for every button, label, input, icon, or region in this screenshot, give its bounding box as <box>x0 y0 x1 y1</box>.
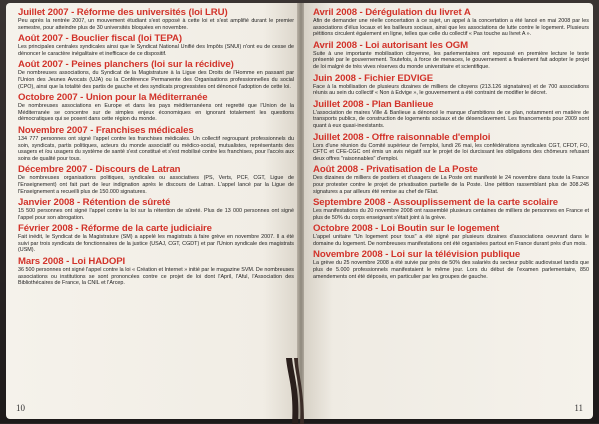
right-page <box>304 3 593 419</box>
entry-separator: - <box>77 92 86 104</box>
left-page <box>6 3 298 419</box>
entry-separator: - <box>363 98 372 110</box>
entry-separator: - <box>382 249 391 261</box>
entry-separator: - <box>68 7 77 18</box>
entry-title: Franchises médicales <box>95 124 194 136</box>
entry-heading <box>313 249 589 260</box>
entry-description: Peu après la rentrée 2007, un mouvement étudiant s'est opposé à cette loi et s'est amplifié durant le premier semestre, pour atteindre plus de 30 universités bloquées en novembre. <box>18 18 294 31</box>
timeline-entry <box>18 33 294 57</box>
timeline-entry <box>313 40 589 71</box>
entry-description: Fait inédit, le Syndicat de la Magistrature (SM) a appelé les magistrats à faire grève en novembre 2007. Il a été suivi par trois syndicats de fonctionnaires de la justice (USAJ, CGT, CGDT) et par l'Union syndicale des magistrats (USM). <box>18 234 294 254</box>
entry-heading <box>18 59 294 70</box>
entry-date: Avril 2008 <box>313 7 357 18</box>
left-page-entries <box>18 7 294 289</box>
entry-title: Assouplissement de la carte scolaire <box>393 197 558 209</box>
entry-heading <box>313 7 589 18</box>
entry-separator: - <box>385 197 394 209</box>
entry-heading <box>18 256 294 267</box>
entry-date: Octobre 2008 <box>313 223 373 235</box>
timeline-entry <box>18 7 294 31</box>
timeline-entry <box>313 132 589 163</box>
entry-heading <box>18 197 294 208</box>
entry-separator: - <box>62 59 72 71</box>
entry-description: De nombreuses associations, du Syndicat de la Magistrature à la Ligue des Droits de l'Homme en passant par l'Union des Jeunes Avocats (UJA) ou la Conférence Permanente des Organisations professionnelles du social (CPO), ainsi que la totalité des partis de gauche et des syndicats progressistes ont dénoncé l'adoption de cette loi. <box>18 70 294 90</box>
entry-title: Plan Banlieue <box>371 98 434 110</box>
entry-description: De nombreuses associations en Europe et dans les pays méditerranéens ont regretté que l'Union de la Méditerranée se concentre sur de simples enjeux économiques en ignorant totalement les questions démocratiques qui se posent dans cette région du monde. <box>18 103 294 123</box>
entry-separator: - <box>356 39 366 51</box>
entry-date: Août 2007 <box>18 59 63 71</box>
entry-description: De nombreuses organisations politiques, syndicales ou associatives (PS, Verts, PCF, CGT, Ligue de l'Enseignement) ont fait part de leur indignation après le discours de Latran. L'appel lancé par la Ligue de l'Enseignement a recueilli plus de 150.000 signatures. <box>18 175 294 195</box>
entry-date: Décembre 2007 <box>18 164 88 176</box>
timeline-entry <box>18 164 294 195</box>
entry-description: Face à la mobilisation de plusieurs dizaines de milliers de citoyens (213.126 signataires) et de 700 associations réunis au sein du collectif « Non à Edvige », le gouvernement a été contraint de modifier le décret. <box>313 83 589 97</box>
timeline-entry <box>313 73 589 97</box>
entry-date: Juillet 2008 <box>313 131 364 143</box>
entry-separator: - <box>62 33 72 45</box>
entry-date: Août 2007 <box>18 33 63 45</box>
entry-heading <box>18 223 294 234</box>
timeline-entry <box>18 125 294 162</box>
entry-title: Rétention de sûreté <box>82 197 171 209</box>
timeline-entry <box>18 256 294 287</box>
timeline-entry <box>313 99 589 130</box>
entry-title: Réforme des universités (loi LRU) <box>76 7 228 18</box>
entry-date: Novembre 2008 <box>313 249 383 261</box>
entry-date: Août 2008 <box>313 164 358 176</box>
entry-separator: - <box>72 223 82 235</box>
entry-description: 15 500 personnes ont signé l'appel contre la loi sur la rétention de sûreté. Plus de 13 000 personnes ont signé l'appel pour son abrogation. <box>18 208 294 221</box>
entry-title: Loi autorisant les OGM <box>365 39 469 51</box>
entry-description: Lors d'une réunion du Comité supérieur de l'emploi, lundi 26 mai, les confédérations syndicales CGT, CFDT, FO, CFTC et CFE-CGC ont émis un avis négatif sur le projet de loi durcissant les obligations des chômeurs refusant deux offres "raisonnables" d'emploi. <box>313 142 589 162</box>
entry-date: Juin 2008 <box>313 72 356 84</box>
entry-description: La grève du 25 novembre 2008 a été suivie par près de 50% des salariés du secteur public audiovisuel tandis que plus de 5.000 professionnels manifestaient le même jour. Lors du début de l'examen parlementaire, 850 amendements ont été déposés, en particulier par les groupes de gauche. <box>313 260 589 280</box>
entry-date: Avril 2008 <box>313 39 357 51</box>
entry-title: Loi HADOPI <box>71 256 126 268</box>
entry-separator: - <box>355 72 365 84</box>
entry-description: Les principales centrales syndicales ainsi que le Syndicat National Unifié des Impôts (SNUI) n'ont eu de cesse de dénoncer le caractère inégalitaire et inefficace de ce dispositif. <box>18 44 294 57</box>
entry-heading <box>313 99 589 110</box>
entry-title: Bouclier fiscal (loi TEPA) <box>71 33 182 45</box>
entry-date: Mars 2008 <box>18 256 64 268</box>
entry-title: Dérégulation du livret A <box>365 7 471 18</box>
entry-separator: - <box>372 223 381 235</box>
entry-description: L'association de maires Ville & Banlieue a dénoncé le manque d'ambitions de ce plan, notamment en matière de transports publics, de construction de logements sociaux et de désenclavement. Les financements pour 2009 sont quant à eux quasi-inexistants. <box>313 109 589 129</box>
entry-date: Juillet 2007 <box>18 7 69 18</box>
entry-title: Discours de Latran <box>95 164 181 176</box>
entry-separator: - <box>87 124 96 136</box>
entry-description: Des dizaines de milliers de postiers et d'usagers de La Poste ont manifesté le 24 novembre dans toute la France pour protester contre le projet de privatisation partielle de la Poste. Une pétition rassemblant plus de 308.245 signatures a par ailleurs été remise au chef de l'Etat. <box>313 175 589 195</box>
timeline-entry <box>313 197 589 221</box>
entry-separator: - <box>87 164 96 176</box>
entry-heading <box>18 92 294 103</box>
entry-heading <box>313 40 589 51</box>
timeline-entry <box>313 249 589 280</box>
entry-separator: - <box>363 131 372 143</box>
entry-title: Loi Boutin sur le logement <box>380 223 500 235</box>
entry-heading <box>313 223 589 234</box>
right-page-entries <box>313 7 589 282</box>
entry-separator: - <box>357 164 367 176</box>
timeline-entry <box>18 59 294 90</box>
timeline-entry <box>313 164 589 195</box>
entry-heading <box>18 7 294 18</box>
timeline-entry <box>18 92 294 123</box>
entry-description: Les manifestations du 20 novembre 2008 ont rassemblé plusieurs centaines de milliers de personnes en France et plus de 50% du corps enseignant s'était joint à la grève. <box>313 208 589 221</box>
entry-description: Afin de demander une réelle concertation à ce sujet, un appel à la concertation a été lancé en mai 2008 par les associations d'élus locaux et les bailleurs sociaux, ainsi que les associations de lutte contre le logement. Plusieurs pétitions circulent également en ligne, telles que celle du collectif « Pas touche au livret A ». <box>313 18 589 38</box>
entry-separator: - <box>63 256 72 268</box>
page-number-left: 10 <box>16 403 25 413</box>
entry-description: 134 777 personnes ont signé l'appel contre les franchises médicales. Un collectif regroupant professionnels du soin, syndicats, partis politiques, acteurs du monde associatif ou médico-social, mutualistes, représentants des usagers et /ou usagers du système de santé s'est constitué et s'est mobilisé contre les franchises, pour l'accès aux soins de qualité pour tous. <box>18 135 294 162</box>
entry-separator: - <box>74 197 83 209</box>
entry-title: Privatisation de La Poste <box>366 164 478 176</box>
timeline-entry <box>313 223 589 247</box>
entry-description: L'appel unitaire "Un logement pour tous" a été signé par plusieurs dizaines d'associations oeuvrant dans le domaine du logement. De nombreuses manifestations ont été organisées partout en France durant près d'un mois. <box>313 234 589 247</box>
page-number-right: 11 <box>574 403 583 413</box>
entry-heading <box>313 132 589 143</box>
entry-date: Novembre 2007 <box>18 124 88 136</box>
entry-description: Suite à une importante mobilisation citoyenne, les parlementaires ont repoussé en première lecture le texte présenté par le gouvernement. Toutefois, à force de menaces, le gouvernement a finalement fait adopter le projet de loi malgré de très vives réserves du monde universitaire et scientifique. <box>313 50 589 70</box>
entry-date: Octobre 2007 <box>18 92 78 104</box>
entry-separator: - <box>356 7 366 18</box>
bookmark-ribbon-icon <box>282 358 304 424</box>
entry-date: Juillet 2008 <box>313 98 364 110</box>
entry-heading <box>313 197 589 208</box>
entry-heading <box>313 164 589 175</box>
entry-title: Offre raisonnable d'emploi <box>371 131 491 143</box>
entry-date: Février 2008 <box>18 223 73 235</box>
entry-heading <box>18 125 294 136</box>
entry-date: Septembre 2008 <box>313 197 386 209</box>
entry-heading <box>18 33 294 44</box>
entry-title: Fichier EDVIGE <box>364 72 434 84</box>
entry-description: 36 500 personnes ont signé l'appel contre la loi « Création et Internet » initié par le magazine SVM. De nombreuses associations ou institutions se sont prononcées contre ce projet de loi dont l'April, l'Aful, l'Association des Bibliothécaires de France, la CNIL et l'Arcep. <box>18 267 294 287</box>
timeline-entry <box>18 223 294 254</box>
entry-heading <box>18 164 294 175</box>
entry-title: Peines planchers (loi sur la récidive) <box>71 59 234 71</box>
timeline-entry <box>313 7 589 38</box>
entry-title: Réforme de la carte judiciaire <box>81 223 212 235</box>
entry-heading <box>313 73 589 84</box>
entry-title: Loi sur la télévision publique <box>390 249 521 261</box>
entry-date: Janvier 2008 <box>18 197 75 209</box>
timeline-entry <box>18 197 294 221</box>
entry-title: Union pour la Méditerranée <box>85 92 208 104</box>
